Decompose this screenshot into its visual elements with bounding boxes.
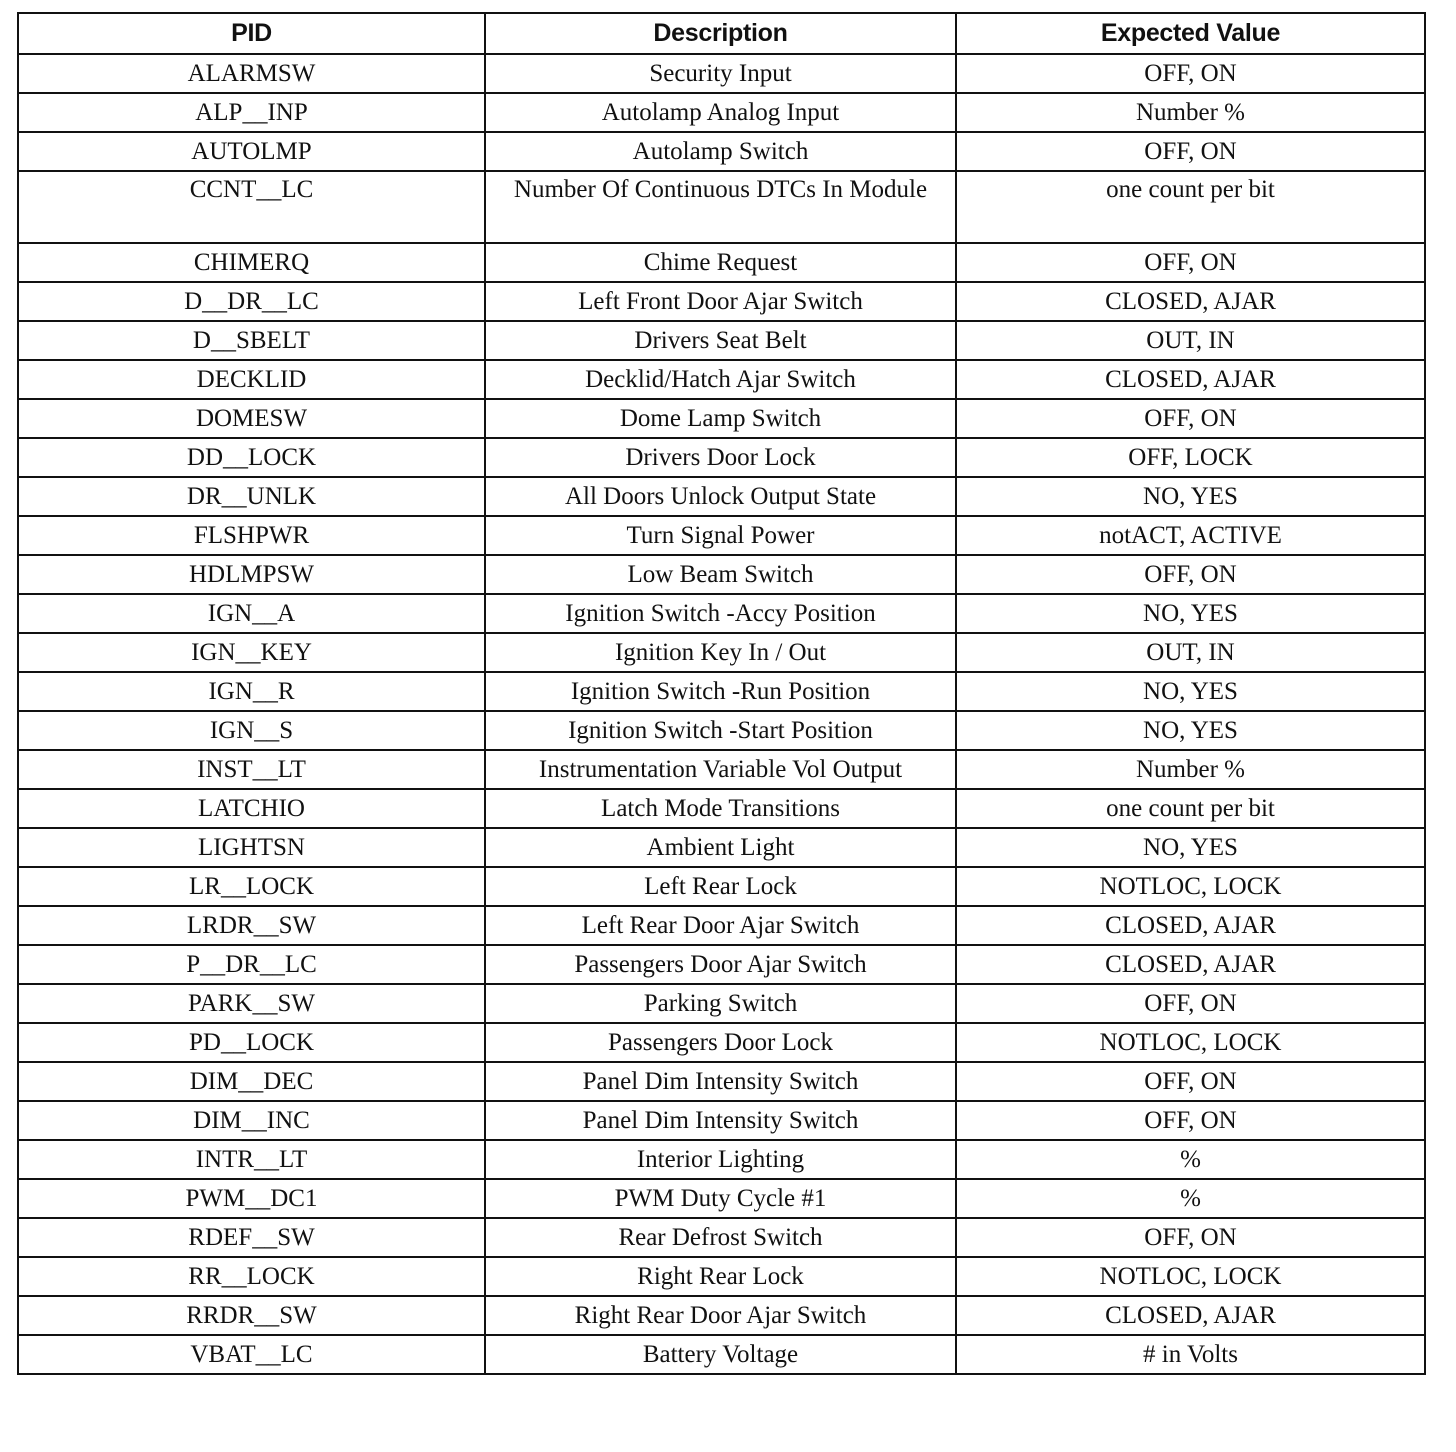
pid-cell: LR__LOCK xyxy=(18,867,485,906)
pid-cell: IGN__S xyxy=(18,711,485,750)
pid-cell: DD__LOCK xyxy=(18,438,485,477)
expected-value-cell: notACT, ACTIVE xyxy=(956,516,1425,555)
description-cell: Rear Defrost Switch xyxy=(485,1218,956,1257)
expected-value-cell: CLOSED, AJAR xyxy=(956,360,1425,399)
table-row xyxy=(18,1062,1425,1101)
description-cell: Instrumentation Variable Vol Output xyxy=(485,750,956,789)
expected-value-cell: CLOSED, AJAR xyxy=(956,945,1425,984)
expected-value-cell: CLOSED, AJAR xyxy=(956,1296,1425,1335)
pid-cell: ALARMSW xyxy=(18,54,485,93)
expected-value-cell: NOTLOC, LOCK xyxy=(956,1257,1425,1296)
table-row xyxy=(18,132,1425,171)
table-row xyxy=(18,171,1425,243)
expected-value-cell: NOTLOC, LOCK xyxy=(956,1023,1425,1062)
expected-value-cell: CLOSED, AJAR xyxy=(956,282,1425,321)
table-row xyxy=(18,477,1425,516)
expected-value-cell: OFF, ON xyxy=(956,555,1425,594)
description-cell: All Doors Unlock Output State xyxy=(485,477,956,516)
pid-cell: DOMESW xyxy=(18,399,485,438)
pid-cell: FLSHPWR xyxy=(18,516,485,555)
description-cell: Panel Dim Intensity Switch xyxy=(485,1062,956,1101)
pid-cell: DIM__INC xyxy=(18,1101,485,1140)
description-cell: Left Rear Door Ajar Switch xyxy=(485,906,956,945)
table-row xyxy=(18,750,1425,789)
table-row xyxy=(18,789,1425,828)
description-cell: Autolamp Switch xyxy=(485,132,956,171)
pid-cell: CCNT__LC xyxy=(18,171,485,243)
table-row xyxy=(18,555,1425,594)
table-row xyxy=(18,633,1425,672)
description-cell: Latch Mode Transitions xyxy=(485,789,956,828)
table-row xyxy=(18,243,1425,282)
description-cell: Ignition Switch -Start Position xyxy=(485,711,956,750)
table-row xyxy=(18,321,1425,360)
pid-cell: P__DR__LC xyxy=(18,945,485,984)
expected-value-cell: Number % xyxy=(956,93,1425,132)
table-row xyxy=(18,282,1425,321)
expected-value-cell: Number % xyxy=(956,750,1425,789)
expected-value-cell: NO, YES xyxy=(956,477,1425,516)
table-row xyxy=(18,93,1425,132)
description-cell: Left Rear Lock xyxy=(485,867,956,906)
pid-cell: DR__UNLK xyxy=(18,477,485,516)
pid-cell: INST__LT xyxy=(18,750,485,789)
pid-cell: AUTOLMP xyxy=(18,132,485,171)
expected-value-cell: NOTLOC, LOCK xyxy=(956,867,1425,906)
table-row xyxy=(18,1296,1425,1335)
expected-value-cell: OUT, IN xyxy=(956,321,1425,360)
description-cell: Right Rear Lock xyxy=(485,1257,956,1296)
description-cell: Autolamp Analog Input xyxy=(485,93,956,132)
table-row xyxy=(18,1218,1425,1257)
pid-cell: IGN__A xyxy=(18,594,485,633)
header-pid: PID xyxy=(18,13,485,54)
description-cell: Drivers Door Lock xyxy=(485,438,956,477)
expected-value-cell: # in Volts xyxy=(956,1335,1425,1374)
table-row xyxy=(18,945,1425,984)
table-header-row xyxy=(18,13,1425,54)
table-row xyxy=(18,1140,1425,1179)
description-cell: Right Rear Door Ajar Switch xyxy=(485,1296,956,1335)
description-cell: Passengers Door Lock xyxy=(485,1023,956,1062)
pid-cell: LATCHIO xyxy=(18,789,485,828)
expected-value-cell: NO, YES xyxy=(956,711,1425,750)
table-body xyxy=(18,54,1425,1374)
expected-value-cell: OFF, ON xyxy=(956,1101,1425,1140)
expected-value-cell: CLOSED, AJAR xyxy=(956,906,1425,945)
table-row xyxy=(18,1101,1425,1140)
description-cell: Dome Lamp Switch xyxy=(485,399,956,438)
table-row xyxy=(18,828,1425,867)
description-cell: Turn Signal Power xyxy=(485,516,956,555)
description-cell: Panel Dim Intensity Switch xyxy=(485,1101,956,1140)
expected-value-cell: OFF, ON xyxy=(956,132,1425,171)
pid-cell: DECKLID xyxy=(18,360,485,399)
table-row xyxy=(18,1023,1425,1062)
table-row xyxy=(18,984,1425,1023)
table-row xyxy=(18,399,1425,438)
description-cell: Chime Request xyxy=(485,243,956,282)
table-row xyxy=(18,1335,1425,1374)
pid-cell: PD__LOCK xyxy=(18,1023,485,1062)
pid-cell: RDEF__SW xyxy=(18,1218,485,1257)
description-cell: Security Input xyxy=(485,54,956,93)
table-row xyxy=(18,1179,1425,1218)
pid-cell: CHIMERQ xyxy=(18,243,485,282)
description-cell: Low Beam Switch xyxy=(485,555,956,594)
description-cell: Passengers Door Ajar Switch xyxy=(485,945,956,984)
header-expected-value: Expected Value xyxy=(956,13,1425,54)
description-cell: Drivers Seat Belt xyxy=(485,321,956,360)
description-cell: Ignition Switch -Run Position xyxy=(485,672,956,711)
description-cell: Parking Switch xyxy=(485,984,956,1023)
pid-cell: INTR__LT xyxy=(18,1140,485,1179)
expected-value-cell: % xyxy=(956,1140,1425,1179)
description-cell: Number Of Continuous DTCs In Module xyxy=(485,171,956,243)
pid-cell: LRDR__SW xyxy=(18,906,485,945)
pid-cell: RR__LOCK xyxy=(18,1257,485,1296)
expected-value-cell: NO, YES xyxy=(956,672,1425,711)
description-cell: PWM Duty Cycle #1 xyxy=(485,1179,956,1218)
table-row xyxy=(18,438,1425,477)
table-row xyxy=(18,711,1425,750)
expected-value-cell: OUT, IN xyxy=(956,633,1425,672)
description-cell: Decklid/Hatch Ajar Switch xyxy=(485,360,956,399)
expected-value-cell: OFF, ON xyxy=(956,1062,1425,1101)
expected-value-cell: OFF, LOCK xyxy=(956,438,1425,477)
expected-value-cell: one count per bit xyxy=(956,789,1425,828)
expected-value-cell: OFF, ON xyxy=(956,1218,1425,1257)
expected-value-cell: % xyxy=(956,1179,1425,1218)
pid-cell: LIGHTSN xyxy=(18,828,485,867)
table-row xyxy=(18,867,1425,906)
description-cell: Battery Voltage xyxy=(485,1335,956,1374)
pid-cell: PARK__SW xyxy=(18,984,485,1023)
pid-cell: RRDR__SW xyxy=(18,1296,485,1335)
table-row xyxy=(18,594,1425,633)
pid-cell: D__DR__LC xyxy=(18,282,485,321)
expected-value-cell: OFF, ON xyxy=(956,243,1425,282)
table-row xyxy=(18,906,1425,945)
table-row xyxy=(18,1257,1425,1296)
pid-cell: HDLMPSW xyxy=(18,555,485,594)
expected-value-cell: NO, YES xyxy=(956,828,1425,867)
description-cell: Ignition Switch -Accy Position xyxy=(485,594,956,633)
table-row xyxy=(18,672,1425,711)
table-row xyxy=(18,360,1425,399)
pid-cell: PWM__DC1 xyxy=(18,1179,485,1218)
header-description: Description xyxy=(485,13,956,54)
pid-cell: ALP__INP xyxy=(18,93,485,132)
pid-cell: DIM__DEC xyxy=(18,1062,485,1101)
pid-table-sheet xyxy=(17,12,1424,1375)
expected-value-cell: OFF, ON xyxy=(956,54,1425,93)
table-row xyxy=(18,516,1425,555)
description-cell: Interior Lighting xyxy=(485,1140,956,1179)
description-cell: Left Front Door Ajar Switch xyxy=(485,282,956,321)
expected-value-cell: OFF, ON xyxy=(956,984,1425,1023)
pid-table xyxy=(17,12,1426,1375)
description-cell: Ambient Light xyxy=(485,828,956,867)
pid-cell: D__SBELT xyxy=(18,321,485,360)
description-cell: Ignition Key In / Out xyxy=(485,633,956,672)
expected-value-cell: NO, YES xyxy=(956,594,1425,633)
table-row xyxy=(18,54,1425,93)
pid-cell: IGN__KEY xyxy=(18,633,485,672)
pid-cell: IGN__R xyxy=(18,672,485,711)
pid-cell: VBAT__LC xyxy=(18,1335,485,1374)
expected-value-cell: OFF, ON xyxy=(956,399,1425,438)
expected-value-cell: one count per bit xyxy=(956,171,1425,243)
